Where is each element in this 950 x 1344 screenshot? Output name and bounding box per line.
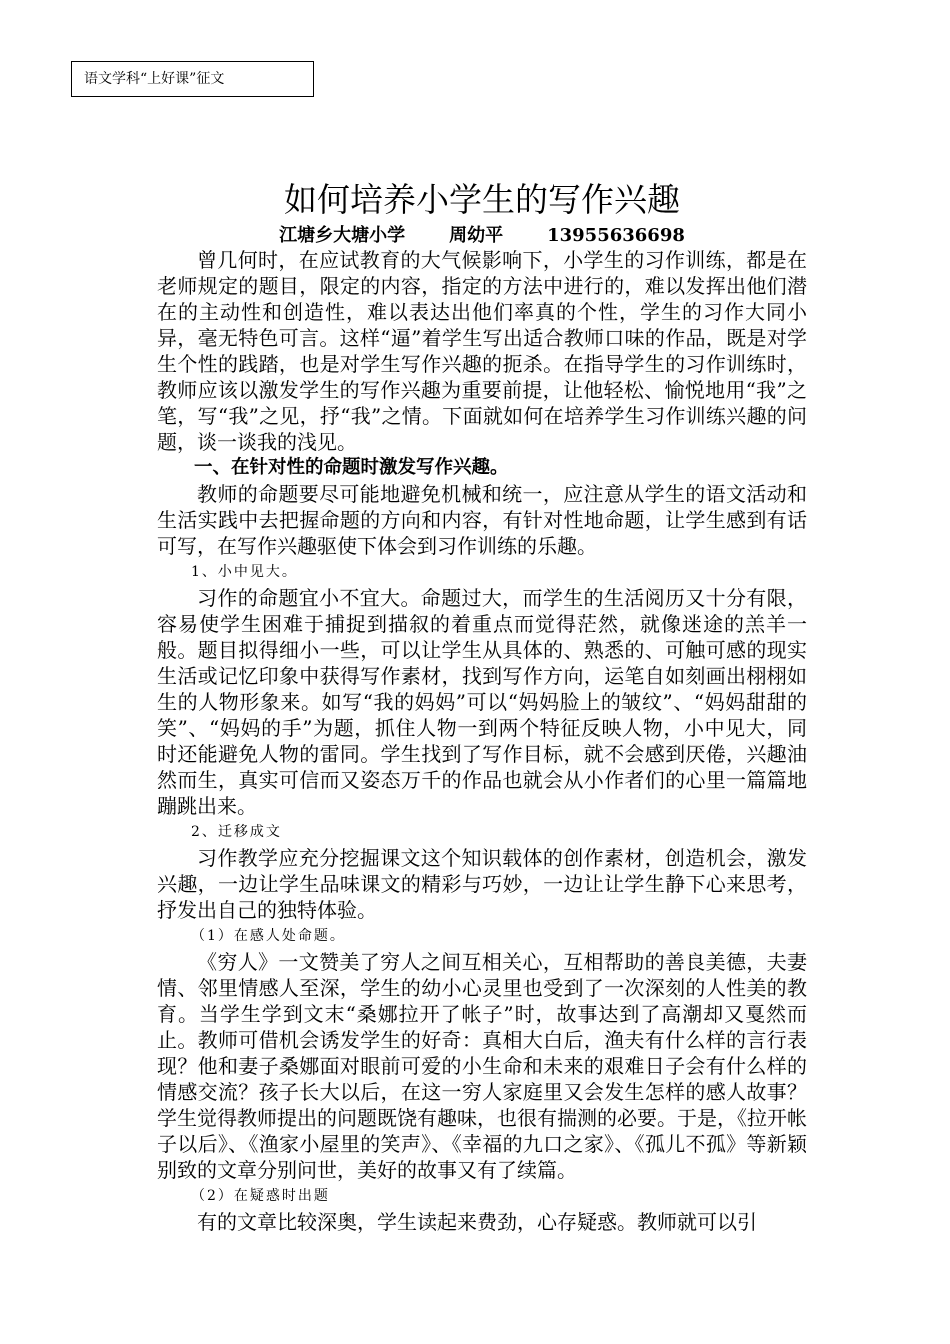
article [157,178,807,1235]
author-name: 周幼平 [449,225,504,246]
subsection-2a-paragraph: 《穷人》一文赞美了穷人之间互相关心，互相帮助的善良美德，夫妻情、邻里情感人至深，学生的幼小心灵里也受到了一次深刻的人性美的教育。当学生学到文末“桑娜拉开了帐子”时，故事达到了高潮却又戛然而止。教师可借机会诱发学生的好奇：真相大白后，渔夫有什么样的言行表现？他和妻子桑娜面对眼前可爱的小生命和未来的艰难日子会有什么样的情感交流？孩子长大以后，在这一穷人家庭里又会发生怎样的感人故事？学生觉得教师提出的问题既饶有趣味，也很有揣测的必要。于是，《拉开帐子以后》、《渔家小屋里的笑声》、《幸福的九口之家》、《孤儿不孤》等新颖别致的文章分别问世，美好的故事又有了续篇。 [157,950,807,1182]
subsection-heading-2a: （1）在感人处命题。 [191,928,346,944]
header-tag-text: 语文学科“上好课”征文 [84,71,225,87]
header-tag-box [71,61,314,97]
section-1-paragraph: 教师的命题要尽可能地避免机械和统一，应注意从学生的语文活动和生活实践中去把握命题的方向和内容，有针对性地命题，让学生感到有话可写，在写作兴趣驱使下体会到习作训练的乐趣。 [157,482,807,558]
section-heading-1: 一、在针对性的命题时激发写作兴趣。 [194,457,509,478]
subsection-2b-paragraph: 有的文章比较深奥，学生读起来费劲，心存疑惑。教师就可以引 [197,1210,757,1234]
subsection-heading-1: 1、小中见大。 [191,564,298,580]
intro-paragraph: 曾几何时，在应试教育的大气候影响下，小学生的习作训练，都是在老师规定的题目，限定的内容，指定的方法中进行的，难以发挥出他们潜在的主动性和创造性，难以表达出他们率真的个性，学生的习作大同小异，毫无特色可言。这样“逼”着学生写出适合教师口味的作品，既是对学生个性的践踏，也是对学生写作兴趣的扼杀。在指导学生的习作训练时，教师应该以激发学生的写作兴趣为重要前提，让他轻松、愉悦地用“我”之笔，写“我”之见，抒“我”之情。下面就如何在培养学生习作训练兴趣的问题，谈一谈我的浅见。 [157,248,807,454]
author-school: 江塘乡大塘小学 [279,225,406,246]
subsection-1-paragraph: 习作的命题宜小不宜大。命题过大，而学生的生活阅历又十分有限，容易使学生困难于捕捉到描叙的着重点而觉得茫然，就像迷途的羔羊一般。题目拟得细小一些，可以让学生从具体的、熟悉的、可触可感的现实生活或记忆印象中获得写作素材，找到写作方向，运笔自如刻画出栩栩如生的人物形象来。如写“我的妈妈”可以“妈妈脸上的皱纹”、“妈妈甜甜的笑”、“妈妈的手”为题，抓住人物一到两个特征反映人物，小中见大，同时还能避免人物的雷同。学生找到了写作目标，就不会感到厌倦，兴趣油然而生，真实可信而又姿态万千的作品也就会从小作者们的心里一篇篇地蹦跳出来。 [157,586,807,818]
subsection-2-paragraph: 习作教学应充分挖掘课文这个知识载体的创作素材，创造机会，激发兴趣，一边让学生品味课文的精彩与巧妙，一边让让学生静下心来思考，抒发出自己的独特体验。 [157,846,807,922]
subsection-heading-2b: （2）在疑惑时出题 [191,1188,330,1204]
article-title: 如何培养小学生的写作兴趣 [284,180,680,219]
byline [157,225,807,247]
author-phone: 13955636698 [547,225,685,246]
subsection-heading-2: 2、迁移成文 [191,824,282,840]
